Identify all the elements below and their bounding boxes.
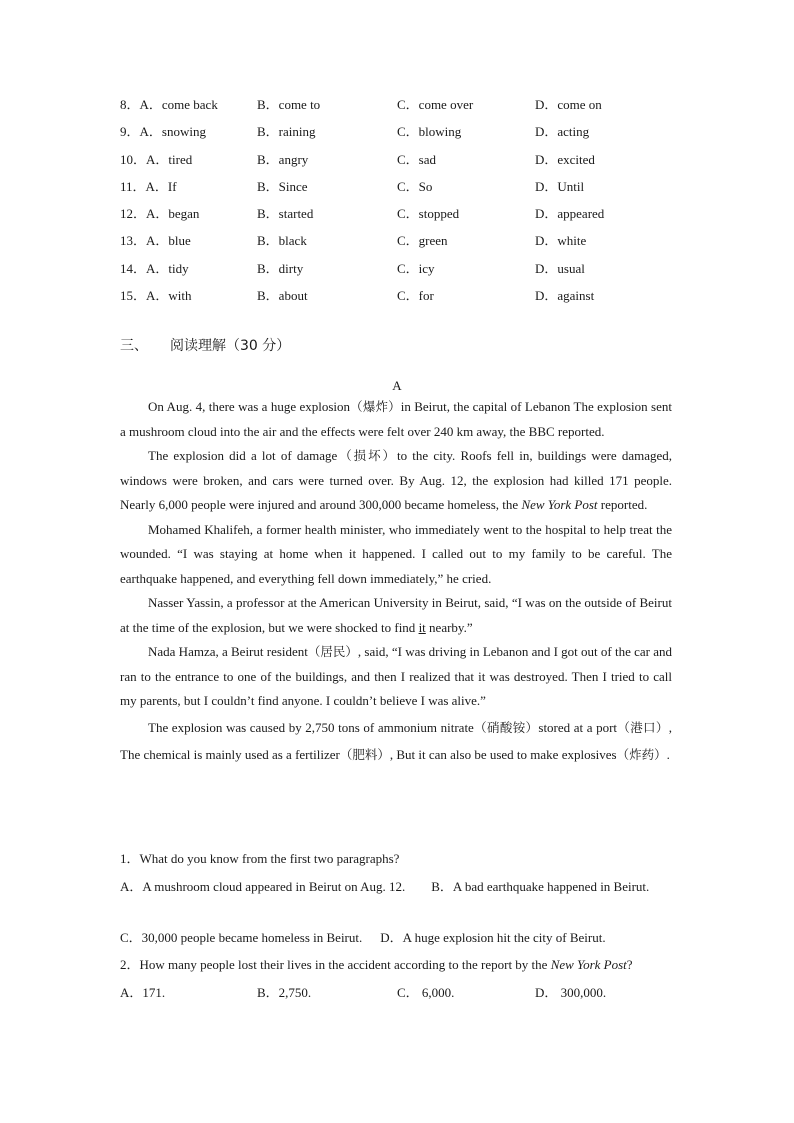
answer-d: D．A huge explosion hit the city of Beirut.: [380, 930, 606, 945]
option-c: C．icy: [397, 261, 435, 276]
chinese-gloss: （炸药）: [616, 746, 667, 762]
text-run: On Aug. 4, there was a huge explosion: [148, 399, 351, 414]
paragraph-2: [120, 444, 672, 518]
option-a: 9．A．snowing: [120, 124, 206, 139]
text-run: stored at a port: [538, 719, 618, 735]
text-run: , But it can also be used to make explosives: [389, 746, 617, 762]
option-d: D．acting: [535, 124, 590, 139]
paragraph-3: Mohamed Khalifeh, a former health minister, who immediately went to the hospital to help treat the wounded. “I was staying at home when it happened. I called out to my family to be careful. The earthquake happened, and everything fell down immediately,” he cried.: [120, 521, 672, 586]
option-a: 15．A．with: [120, 288, 192, 303]
option-d: D．appeared: [535, 206, 605, 221]
option-b: B．black: [257, 233, 307, 248]
option-b: B．about: [257, 288, 308, 303]
chinese-gloss: （肥料）: [339, 746, 390, 762]
italic-source: New York Post: [550, 957, 627, 972]
text-run: Nada Hamza, a Beirut resident: [148, 644, 308, 659]
chinese-gloss: （损坏）: [337, 448, 397, 463]
answer-b: B．A bad earthquake happened in Beirut.: [431, 879, 650, 894]
answer-b: B．2,750.: [257, 985, 312, 1000]
option-c: C．come over: [397, 97, 474, 112]
option-c: C．sad: [397, 152, 437, 167]
answer-a: A．A mushroom cloud appeared in Beirut on Aug. 12.: [120, 879, 406, 894]
answer-a: A．171.: [120, 985, 166, 1000]
option-c: C．blowing: [397, 124, 462, 139]
text-run: ?: [626, 957, 633, 972]
question-2-stem: [120, 952, 633, 978]
section-heading: [120, 336, 290, 356]
text-run: reported.: [597, 497, 648, 512]
option-a: 14．A．tidy: [120, 261, 189, 276]
option-a: 13．A．blue: [120, 233, 191, 248]
chinese-gloss: （居民）: [307, 644, 358, 659]
answer-c: C．30,000 people became homeless in Beirut.: [120, 930, 363, 945]
option-b: B．started: [257, 206, 314, 221]
option-d: D．usual: [535, 261, 585, 276]
chinese-gloss: （爆炸）: [350, 399, 401, 414]
option-b: B．angry: [257, 152, 309, 167]
passage-body: [120, 395, 672, 768]
chinese-gloss: （港口）: [617, 719, 669, 735]
option-d: D．Until: [535, 179, 585, 194]
text-run: 2．How many people lost their lives in the accident according to the report by the: [120, 957, 551, 972]
text-run: The explosion was caused by 2,750 tons of ammonium nitrate: [148, 719, 474, 735]
underlined-word: it: [418, 619, 426, 635]
text-run: , The chemical is mainly used as a fertilizer: [120, 719, 672, 762]
text-run: .: [666, 746, 670, 762]
option-d: D．excited: [535, 152, 595, 167]
option-c: C．So: [397, 179, 433, 194]
option-b: B．Since: [257, 179, 308, 194]
paragraph-1: [120, 395, 672, 444]
chinese-gloss: （硝酸铵）: [473, 719, 539, 735]
paragraph-5: [120, 640, 672, 714]
text-run: nearby.”: [425, 619, 473, 635]
answer-c: C． 6,000.: [397, 985, 455, 1000]
question-1-options-ab: [120, 873, 660, 900]
italic-source: New York Post: [521, 497, 598, 512]
text-run: Nasser Yassin, a professor at the American University in Beirut, said, “I was on the outside of Beirut at the time of the explosion, but we were shocked to find: [120, 595, 672, 635]
option-b: B．raining: [257, 124, 316, 139]
paragraph-4: [120, 591, 672, 640]
option-a: 8．A．come back: [120, 97, 218, 112]
section-title: 阅读理解（30 分）: [170, 338, 291, 354]
answer-d: D． 300,000.: [535, 985, 607, 1000]
question-1-options-cd: [120, 925, 606, 951]
paragraph-6: [120, 714, 672, 768]
option-c: C．for: [397, 288, 434, 303]
option-a: 11．A．If: [120, 179, 177, 194]
text-run: , said, “I was driving in Lebanon and I got out of the car and ran to the entrance to one of the buildings, and then I realized that it was destroyed. Then I tried to call my parents, but I couldn’t find anyone. I couldn’t believe I was alive.”: [120, 644, 672, 708]
question-1-stem: 1．What do you know from the first two paragraphs?: [120, 851, 400, 866]
option-a: 10．A．tired: [120, 152, 193, 167]
option-c: C．green: [397, 233, 448, 248]
option-b: B．dirty: [257, 261, 304, 276]
section-number: 三、: [120, 338, 148, 354]
option-d: D．against: [535, 288, 595, 303]
option-a: 12．A．began: [120, 206, 200, 221]
text-run: The explosion did a lot of damage: [148, 448, 338, 463]
passage-letter: A: [392, 378, 402, 393]
option-c: C．stopped: [397, 206, 460, 221]
option-d: D．come on: [535, 97, 602, 112]
option-d: D．white: [535, 233, 587, 248]
text-run: to the city. Roofs fell in, buildings were damaged, windows were broken, and cars were turned over. By Aug. 12, the explosion had killed 171 people. Nearly 6,000 people were injured and around 300,000 became homeless, the: [120, 448, 672, 512]
option-b: B．come to: [257, 97, 321, 112]
text-run: in Beirut, the capital of Lebanon The explosion sent a mushroom cloud into the air and the effects were felt over 240 km away, the BBC reported.: [120, 399, 672, 439]
